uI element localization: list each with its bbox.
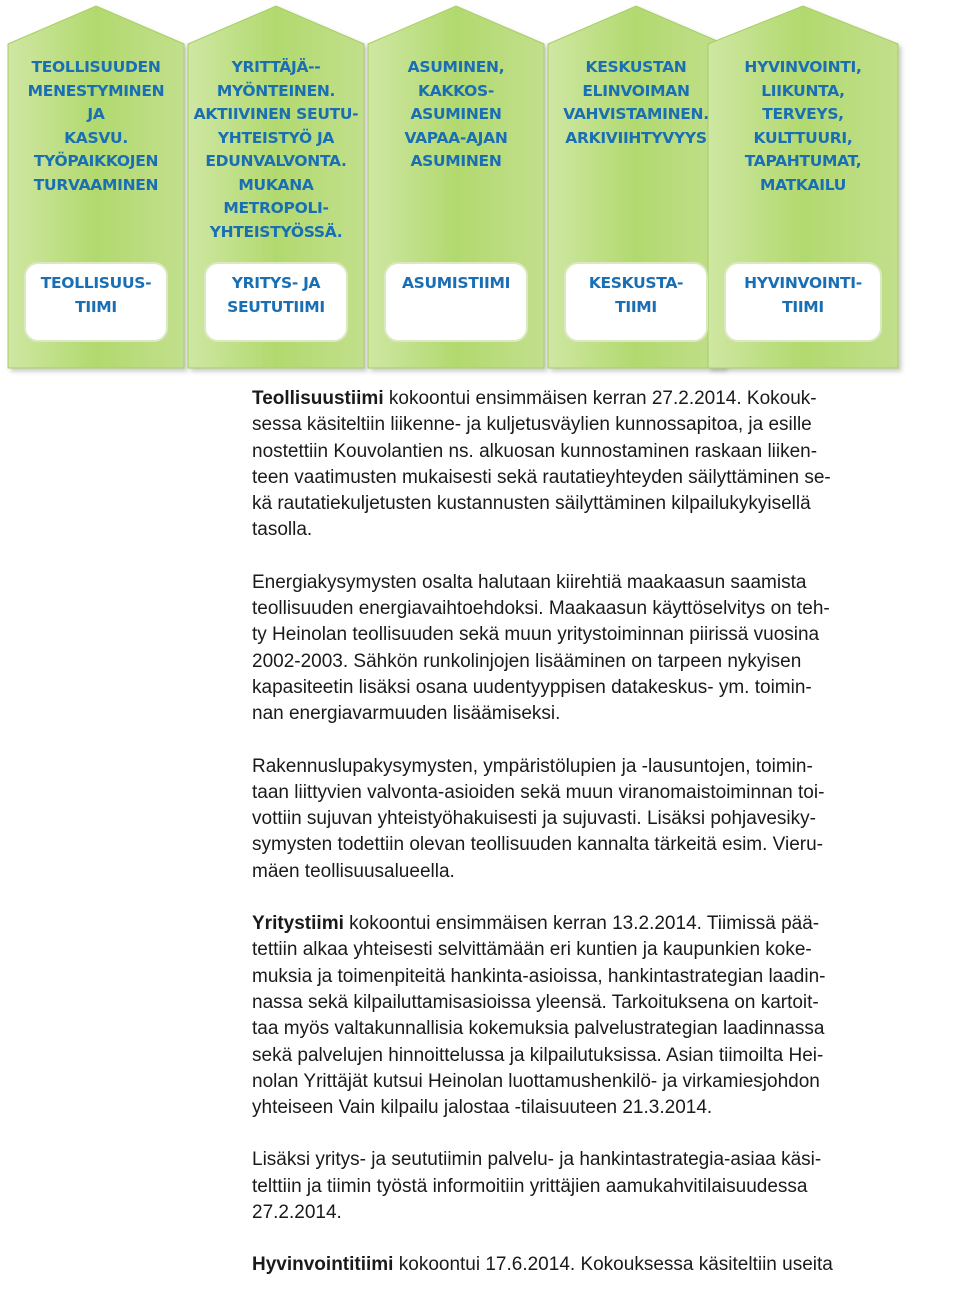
paragraph-permits: Rakennuslupakysymysten, ympäristölupien ja -lausuntojen, toimin- taan liittyvien valvonta-asioiden sekä muun viranomaistoiminnan toi- vottiin sujuvan yhteistyöhakuisesti ja sujuvasti. Lisäksi pohjavesiky- symysten todettiin olevan teollisuuden kannalta tärkeitä esim. Vieru- mäen teollisuusalueella. — [252, 755, 825, 882]
pillar-title: YRITTÄJÄ-- MYÖNTEINEN. AKTIIVINEN SEUTU- YHTEISTYÖ JA EDUNVALVONTA. MUKANA METROPOLI- YHTEISTYÖSSÄ. — [193, 58, 359, 241]
team-box — [204, 262, 348, 342]
paragraph-hyvinvointitiimi: Hyvinvointitiimi kokoontui 17.6.2014. Kokouksessa käsiteltiin useita — [252, 1254, 833, 1276]
team-label: YRITYS- JA SEUTUTIIMI — [227, 274, 325, 316]
paragraph-teollisuustiimi: Teollisuustiimi kokoontui ensimmäisen kerran 27.2.2014. Kokouk- sessa käsiteltiin liikenne- ja kuljetusväylien kunnossapitoa, ja esille nostettiin Kouvolantien ns. alkuosan kunnostaminen raskaan liiken- teen vaatimusten mukaisesti sekä rautatieyhteyden säilyttäminen se- kä rautatiekuljetusten kustannusten säilyttäminen kilpailukykyisellä tasolla. — [252, 388, 831, 541]
team-name: Teollisuustiimi — [252, 388, 384, 409]
team-label: ASUMISTIIMI — [401, 274, 511, 292]
pillar-title: TEOLLISUUDEN MENESTYMINEN JA KASVU. TYÖPAIKKOJEN TURVAAMINEN — [27, 58, 165, 194]
strategy-pillars-diagram — [0, 0, 960, 380]
report-text — [252, 386, 952, 1279]
team-name: Hyvinvointitiimi — [252, 1254, 394, 1276]
pillar-title: KESKUSTAN ELINVOIMAN VAHVISTAMINEN. ARKIVIIHTYVYYS — [563, 58, 709, 147]
paragraph-yritystiimi: Yritystiimi kokoontui ensimmäisen kerran 13.2.2014. Tiimissä pää- tettiin alkaa yhteisesti selvittämään eri kuntien ja kaupunkien koke- muksia ja toimenpiteitä hankinta-asioissa, hankintastrategian laadin- nassa sekä kilpailuttamisasioissa yleensä. Tarkoituksena on kartoit- taa myös valtakunnallisia kokemuksia palvelustrategian laadinnassa sekä palvelujen hinnoittelussa ja kilpailutuksissa. Asian tiimoilta Hei- nolan Yrittäjät kutsui Heinolan luottamushenkilö- ja virkamiesjohdon yhteiseen Vain kilpailu jalostaa -tilaisuuteen 21.3.2014. — [252, 913, 826, 1119]
team-box — [724, 262, 882, 342]
pillar-title: HYVINVOINTI, LIIKUNTA, TERVEYS, KULTTUURI, TAPAHTUMAT, MATKAILU — [744, 58, 862, 194]
team-label: KESKUSTA- TIIMI — [588, 274, 684, 316]
team-box — [384, 262, 528, 342]
paragraph-energy: Energiakysymysten osalta halutaan kiirehtiä maakaasun saamista teollisuuden energiavaihtoehdoksi. Maakaasun käyttöselvitys on teh- ty Heinolan teollisuuden sekä muun yritystoiminnan piirissä vuosina 2002-2003. Sähkön runkolinjojen lisääminen on tarpeen nykyisen kapasiteetin lisäksi osana uudentyyppisen datakeskus- ym. toimin- nan energiavarmuuden lisäämiseksi. — [252, 571, 830, 725]
team-label: TEOLLISUUS- TIIMI — [40, 274, 152, 316]
pillar-title: ASUMINEN, KAKKOS- ASUMINEN VAPAA-AJAN ASUMINEN — [404, 58, 508, 170]
paragraph-strategy: Lisäksi yritys- ja seututiimin palvelu- ja hankintastrategia-asiaa käsi- telttiin ja tiimin työstä informoitiin yrittäjien aamukahvitilaisuudessa 27.2.2014. — [252, 1149, 822, 1224]
team-label: HYVINVOINTI- TIIMI — [744, 274, 862, 316]
team-box — [24, 262, 168, 342]
team-box — [564, 262, 708, 342]
team-name: Yritystiimi — [252, 913, 344, 935]
